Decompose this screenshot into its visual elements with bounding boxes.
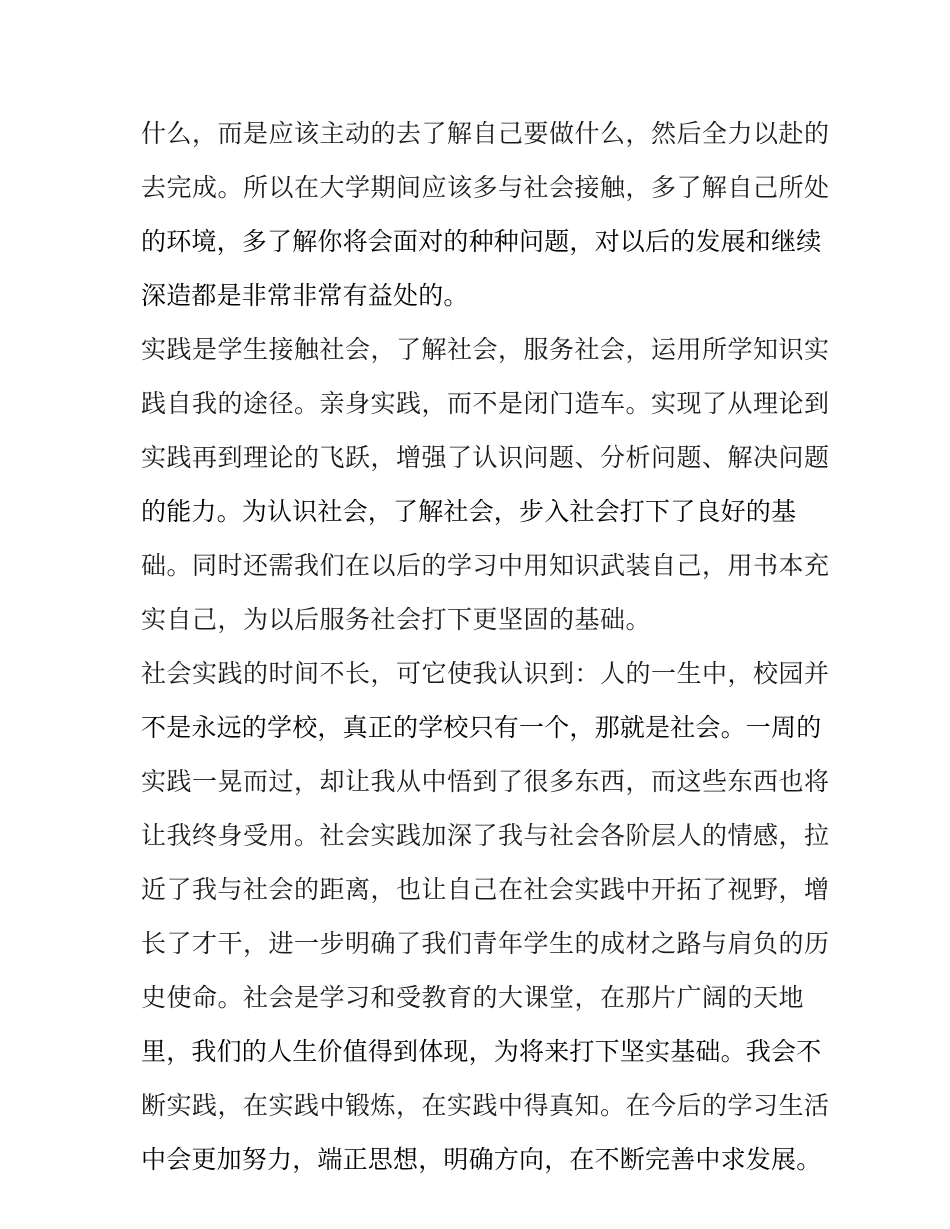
text-line: 史使命。社会是学习和受教育的大课堂，在那片广阔的天地 [141, 983, 805, 1012]
paragraph-1 [141, 107, 830, 323]
text-line: 中会更加努力，端正思想，明确方向，在不断完善中求发展。 [141, 1145, 822, 1174]
text-line: 什么，而是应该主动的去了解自己要做什么，然后全力以赴的 [141, 119, 830, 148]
text-line: 近了我与社会的距离，也让自己在社会实践中开拓了视野，增 [141, 875, 830, 904]
text-line: 不是永远的学校，真正的学校只有一个，那就是社会。一周的 [141, 713, 822, 742]
text-line: 础。同时还需我们在以后的学习中用知识武装自己，用书本充 [141, 551, 830, 580]
text-line: 深造都是非常非常有益处的。 [141, 281, 469, 310]
text-line: 去完成。所以在大学期间应该多与社会接触，多了解自己所处 [141, 173, 830, 202]
text-line: 实践一晃而过，却让我从中悟到了很多东西，而这些东西也将 [141, 767, 830, 796]
text-line: 里，我们的人生价值得到体现，为将来打下坚实基础。我会不 [141, 1037, 822, 1066]
text-line: 社会实践的时间不长，可它使我认识到：人的一生中，校园并 [141, 659, 830, 688]
paragraph-2 [141, 323, 830, 647]
text-line: 践自我的途径。亲身实践，而不是闭门造车。实现了从理论到 [141, 389, 830, 418]
text-line: 的环境，多了解你将会面对的种种问题，对以后的发展和继续 [141, 227, 822, 256]
text-line: 实自己，为以后服务社会打下更坚固的基础。 [141, 605, 652, 634]
paragraph-3 [141, 647, 830, 1187]
text-line: 实践再到理论的飞跃，增强了认识问题、分析问题、解决问题 [141, 443, 830, 472]
text-line: 实践是学生接触社会，了解社会，服务社会，运用所学知识实 [141, 335, 830, 364]
body-text [141, 107, 830, 1187]
text-line: 让我终身受用。社会实践加深了我与社会各阶层人的情感，拉 [141, 821, 830, 850]
text-line: 长了才干，进一步明确了我们青年学生的成材之路与肩负的历 [141, 929, 830, 958]
text-line: 断实践，在实践中锻炼，在实践中得真知。在今后的学习生活 [141, 1091, 830, 1120]
text-line: 的能力。为认识社会，了解社会，步入社会打下了良好的基 [141, 497, 797, 526]
